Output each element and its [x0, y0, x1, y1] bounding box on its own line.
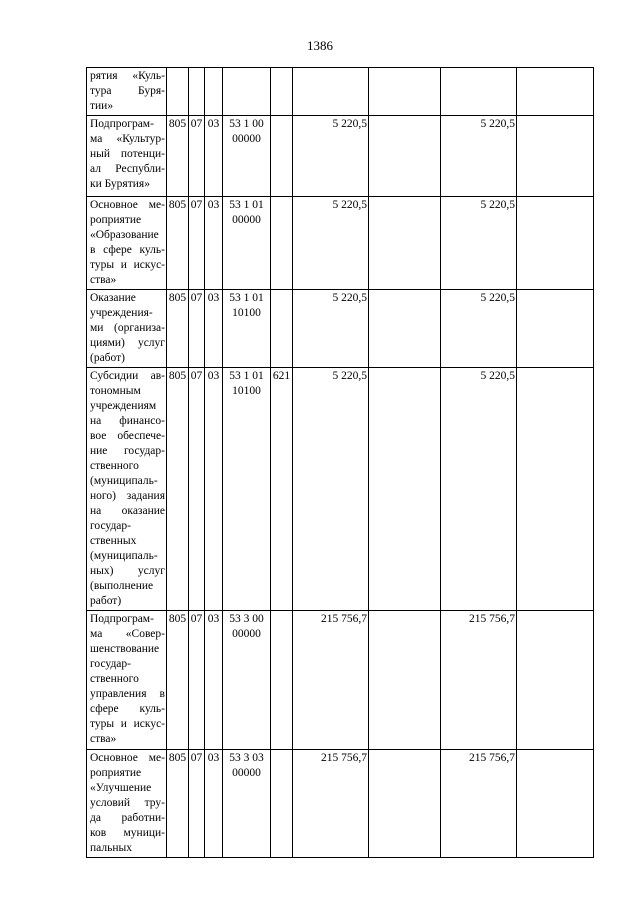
- subsection-code: 03: [207, 118, 220, 130]
- target-article-cell: [223, 750, 271, 858]
- section-code-cell: [189, 290, 205, 368]
- section-code: 07: [190, 118, 203, 130]
- subsection-code-cell: [205, 290, 223, 368]
- expense-name-line: тура Буря-: [90, 85, 165, 97]
- expense-name-line: на финансо-: [90, 415, 165, 427]
- expense-name-line: роприятие: [90, 767, 142, 779]
- target-article-code-suffix: 00000: [232, 767, 261, 779]
- ministry-code: 805: [168, 370, 187, 382]
- amount-cell: [441, 750, 517, 858]
- expense-name-line: ства»: [90, 733, 117, 745]
- expense-name-line: ства»: [90, 274, 117, 286]
- expense-name-line: Подпрограм-: [90, 118, 154, 130]
- amount-value: 215 756,7: [469, 613, 515, 625]
- subsection-code-cell: [205, 368, 223, 611]
- expense-name-line: ственных: [90, 535, 137, 547]
- amount-cell: [517, 68, 594, 116]
- amount-value: 5 220,5: [332, 199, 367, 211]
- ministry-code-cell: [167, 290, 189, 368]
- ministry-code: 805: [168, 613, 187, 625]
- expense-type-code: 621: [272, 370, 291, 382]
- expense-name-line: ков муници-: [90, 827, 165, 839]
- target-article-cell: [223, 368, 271, 611]
- section-code: 07: [190, 370, 203, 382]
- target-article-code-suffix: 10100: [232, 307, 261, 319]
- subsection-code-cell: [205, 116, 223, 197]
- section-code-cell: [189, 750, 205, 858]
- expense-name-line: туры и искус-: [90, 259, 165, 271]
- expense-name-line: ал Республи-: [90, 163, 165, 175]
- expense-name-line: на оказание: [90, 505, 165, 517]
- expense-name-line: учреждениям: [90, 400, 157, 412]
- subsection-code-cell: [205, 750, 223, 858]
- amount-cell: [517, 611, 594, 750]
- expense-name-line: ма «Культур-: [90, 133, 165, 145]
- amount-cell: [441, 68, 517, 116]
- expense-name-line: вое обеспече-: [90, 430, 165, 442]
- expense-name-line: управления в: [90, 688, 165, 700]
- expense-name-line: сфере куль-: [90, 703, 165, 715]
- section-code-cell: [189, 68, 205, 116]
- expense-name-line: ма «Совер-: [90, 628, 165, 640]
- empty-amount-cell: [369, 290, 441, 368]
- amount-cell: [293, 611, 369, 750]
- subsection-code: 03: [207, 370, 220, 382]
- empty-amount-cell: [369, 611, 441, 750]
- subsection-code: 03: [207, 752, 220, 764]
- expense-name-line: циями) услуг: [90, 337, 165, 349]
- target-article-cell: [223, 611, 271, 750]
- budget-table: [86, 67, 594, 858]
- target-article-code-suffix: 00000: [232, 133, 261, 145]
- ministry-code-cell: [167, 68, 189, 116]
- empty-amount-cell: [369, 68, 441, 116]
- amount-cell: [293, 68, 369, 116]
- expense-name-line: государ-: [90, 520, 131, 532]
- expense-type-cell: [271, 290, 293, 368]
- amount-cell: [441, 290, 517, 368]
- amount-cell: [517, 290, 594, 368]
- ministry-code: 805: [168, 118, 187, 130]
- expense-name-cell: [87, 368, 167, 611]
- target-article-code-suffix: 00000: [232, 628, 261, 640]
- target-article-code: 53 1 00: [229, 118, 264, 130]
- section-code: 07: [190, 199, 203, 211]
- table-row: [87, 368, 594, 611]
- expense-name-line: Оказание: [90, 292, 136, 304]
- target-article-code-suffix: 10100: [232, 385, 261, 397]
- section-code: 07: [190, 752, 203, 764]
- expense-name-line: работ): [90, 595, 122, 607]
- expense-name-line: Основное ме-: [90, 752, 165, 764]
- section-code-cell: [189, 116, 205, 197]
- expense-name-line: в сфере куль-: [90, 244, 165, 256]
- empty-amount-cell: [369, 116, 441, 197]
- expense-name-line: Подпрограм-: [90, 613, 154, 625]
- table-row: [87, 197, 594, 290]
- expense-name-cell: [87, 290, 167, 368]
- expense-name-line: ки Бурятия»: [90, 178, 150, 190]
- table-row: [87, 611, 594, 750]
- table-body: [87, 68, 594, 858]
- amount-value: 5 220,5: [480, 370, 515, 382]
- expense-name-line: «Образование: [90, 229, 159, 241]
- expense-name-line: тономным: [90, 385, 141, 397]
- expense-name-cell: [87, 68, 167, 116]
- ministry-code-cell: [167, 197, 189, 290]
- amount-cell: [441, 368, 517, 611]
- section-code-cell: [189, 368, 205, 611]
- amount-cell: [517, 750, 594, 858]
- expense-name-cell: [87, 750, 167, 858]
- expense-name-line: роприятие: [90, 214, 142, 226]
- target-article-code: 53 3 03: [229, 752, 264, 764]
- amount-cell: [293, 116, 369, 197]
- expense-name-line: да работни-: [90, 812, 165, 824]
- subsection-code-cell: [205, 68, 223, 116]
- expense-name-line: условий тру-: [90, 797, 165, 809]
- amount-cell: [293, 368, 369, 611]
- subsection-code: 03: [207, 613, 220, 625]
- amount-cell: [517, 116, 594, 197]
- ministry-code: 805: [168, 292, 187, 304]
- expense-type-cell: [271, 368, 293, 611]
- amount-value: 5 220,5: [480, 292, 515, 304]
- expense-name-line: (выполнение: [90, 580, 154, 592]
- expense-name-line: «Улучшение: [90, 782, 152, 794]
- table-row: [87, 68, 594, 116]
- expense-name-line: учреждения-: [90, 307, 153, 319]
- ministry-code-cell: [167, 611, 189, 750]
- amount-value: 215 756,7: [469, 752, 515, 764]
- subsection-code: 03: [207, 292, 220, 304]
- amount-value: 5 220,5: [480, 199, 515, 211]
- section-code-cell: [189, 197, 205, 290]
- expense-name-line: Субсидии ав-: [90, 370, 165, 382]
- amount-value: 5 220,5: [480, 118, 515, 130]
- expense-name-line: ный потенци-: [90, 148, 165, 160]
- table-row: [87, 290, 594, 368]
- ministry-code: 805: [168, 752, 187, 764]
- expense-name-line: рятия «Куль-: [90, 70, 165, 82]
- expense-name-line: шенствование: [90, 643, 160, 655]
- ministry-code-cell: [167, 116, 189, 197]
- subsection-code-cell: [205, 611, 223, 750]
- target-article-code: 53 1 01: [229, 370, 264, 382]
- section-code: 07: [190, 613, 203, 625]
- amount-value: 5 220,5: [332, 118, 367, 130]
- empty-amount-cell: [369, 750, 441, 858]
- target-article-code: 53 3 00: [229, 613, 264, 625]
- target-article-code: 53 1 01: [229, 199, 264, 211]
- target-article-cell: [223, 68, 271, 116]
- expense-name-line: (работ): [90, 352, 125, 364]
- expense-type-cell: [271, 68, 293, 116]
- target-article-code: 53 1 01: [229, 292, 264, 304]
- expense-name-line: ственного: [90, 460, 139, 472]
- amount-cell: [441, 116, 517, 197]
- expense-name-line: туры и искус-: [90, 718, 165, 730]
- amount-cell: [517, 368, 594, 611]
- amount-cell: [293, 750, 369, 858]
- amount-cell: [441, 197, 517, 290]
- ministry-code-cell: [167, 750, 189, 858]
- table-row: [87, 750, 594, 858]
- expense-name-line: ственного: [90, 673, 139, 685]
- ministry-code-cell: [167, 368, 189, 611]
- expense-name-line: ного) задания: [90, 490, 165, 502]
- table-row: [87, 116, 594, 197]
- expense-name-line: ми (организа-: [90, 322, 165, 334]
- expense-name-cell: [87, 197, 167, 290]
- expense-type-cell: [271, 750, 293, 858]
- amount-cell: [293, 290, 369, 368]
- expense-name-cell: [87, 611, 167, 750]
- ministry-code: 805: [168, 199, 187, 211]
- amount-value: 215 756,7: [321, 613, 367, 625]
- expense-type-cell: [271, 611, 293, 750]
- expense-name-line: тии»: [90, 100, 114, 112]
- amount-cell: [517, 197, 594, 290]
- target-article-cell: [223, 116, 271, 197]
- expense-name-line: ние государ-: [90, 445, 165, 457]
- subsection-code: 03: [207, 199, 220, 211]
- section-code: 07: [190, 292, 203, 304]
- subsection-code-cell: [205, 197, 223, 290]
- expense-name-line: государ-: [90, 658, 131, 670]
- empty-amount-cell: [369, 197, 441, 290]
- target-article-code-suffix: 00000: [232, 214, 261, 226]
- expense-name-line: (муниципаль-: [90, 550, 158, 562]
- amount-value: 215 756,7: [321, 752, 367, 764]
- expense-type-cell: [271, 116, 293, 197]
- expense-name-cell: [87, 116, 167, 197]
- expense-name-line: (муниципаль-: [90, 475, 158, 487]
- expense-name-line: пальных: [90, 842, 132, 854]
- expense-name-line: ных) услуг: [90, 565, 165, 577]
- amount-value: 5 220,5: [332, 292, 367, 304]
- amount-value: 5 220,5: [332, 370, 367, 382]
- amount-cell: [293, 197, 369, 290]
- target-article-cell: [223, 290, 271, 368]
- empty-amount-cell: [369, 368, 441, 611]
- target-article-cell: [223, 197, 271, 290]
- expense-type-cell: [271, 197, 293, 290]
- page-number: 1386: [307, 38, 333, 53]
- section-code-cell: [189, 611, 205, 750]
- amount-cell: [441, 611, 517, 750]
- expense-name-line: Основное ме-: [90, 199, 165, 211]
